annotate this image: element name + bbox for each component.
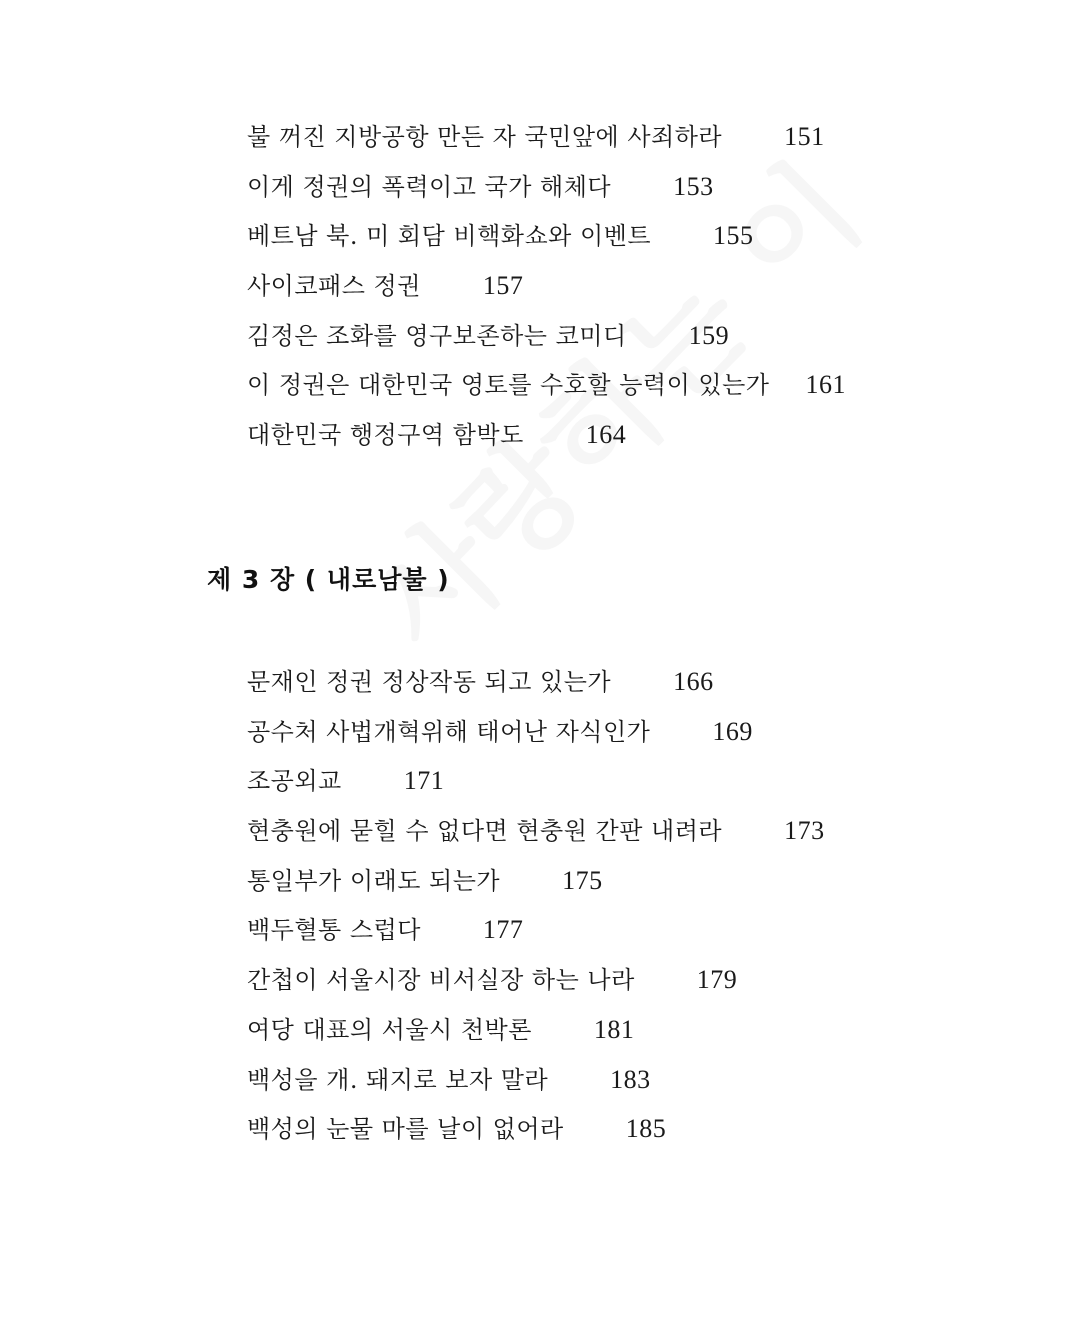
toc-entry-page: 161	[805, 370, 846, 400]
toc-entry-title: 공수처 사법개혁위해 태어난 자식인가	[247, 717, 651, 746]
toc-entry-title: 통일부가 이래도 되는가	[247, 866, 501, 895]
toc-entry-page: 171	[403, 766, 445, 796]
toc-entry-page: 169	[712, 716, 753, 746]
toc-entry-page: 175	[562, 865, 603, 895]
toc-entry[interactable]	[247, 360, 846, 410]
toc-entry-title: 현충원에 묻힐 수 없다면 현충원 간판 내려라	[247, 817, 723, 846]
toc-entry-page: 181	[593, 1014, 635, 1044]
toc-entry-title: 문재인 정권 정상작동 되고 있는가	[247, 668, 612, 696]
toc-entry[interactable]	[247, 955, 825, 1005]
toc-entry-title: 여당 대표의 서울시 천박론	[247, 1015, 532, 1044]
toc-entry[interactable]	[247, 806, 825, 856]
toc-entry-page: 151	[784, 122, 825, 151]
toc-entry-title: 간첩이 서울시장 비서실장 하는 나라	[247, 966, 635, 995]
toc-entry[interactable]	[247, 410, 846, 460]
toc-entry[interactable]	[247, 707, 825, 757]
toc-entry-title: 백두혈통 스럽다	[247, 916, 421, 945]
toc-list-chapter-3	[247, 657, 825, 1154]
toc-entry[interactable]	[247, 1005, 825, 1055]
toc-entry-title: 조공외교	[247, 767, 342, 796]
toc-entry[interactable]	[247, 756, 825, 806]
toc-entry-title: 불 꺼진 지방공항 만든 자 국민앞에 사죄하라	[247, 123, 723, 151]
toc-entry-page: 183	[610, 1064, 651, 1094]
toc-entry[interactable]	[247, 112, 846, 162]
toc-entry-page: 173	[784, 816, 825, 846]
toc-entry[interactable]	[247, 657, 825, 707]
toc-entry-page: 166	[673, 667, 714, 696]
chapter-heading: 제 3 장 ( 내로남불 )	[207, 565, 450, 594]
toc-entry[interactable]	[247, 261, 846, 311]
toc-entry[interactable]	[247, 1104, 825, 1154]
toc-entry-title: 대한민국 행정구역 함박도	[247, 421, 524, 450]
toc-entry-page: 164	[585, 420, 627, 450]
toc-entry[interactable]	[247, 162, 846, 212]
toc-entry-page: 159	[688, 320, 730, 350]
toc-entry-title: 김정은 조화를 영구보존하는 코미디	[247, 321, 627, 350]
toc-list-continued	[247, 112, 846, 460]
toc-entry-title: 백성의 눈물 마를 날이 없어라	[247, 1115, 564, 1144]
toc-entry[interactable]	[247, 856, 825, 906]
toc-entry-page: 153	[673, 171, 714, 201]
toc-entry[interactable]	[247, 311, 846, 361]
toc-entry-title: 사이코패스 정권	[247, 272, 421, 301]
toc-entry-title: 이게 정권의 폭력이고 국가 해체다	[247, 172, 612, 201]
toc-entry[interactable]	[247, 1055, 825, 1105]
toc-entry-title: 베트남 북. 미 회담 비핵화쇼와 이벤트	[247, 222, 652, 251]
toc-entry[interactable]	[247, 905, 825, 955]
toc-entry-page: 157	[482, 271, 524, 301]
toc-entry[interactable]	[247, 211, 846, 261]
toc-entry-page: 185	[625, 1114, 667, 1144]
toc-entry-page: 179	[696, 965, 738, 995]
toc-entry-title: 이 정권은 대한민국 영토를 수호할 능력이 있는가	[247, 371, 770, 400]
toc-entry-page: 177	[482, 915, 524, 945]
toc-entry-page: 155	[713, 221, 754, 251]
toc-entry-title: 백성을 개. 돼지로 보자 말라	[247, 1065, 549, 1094]
